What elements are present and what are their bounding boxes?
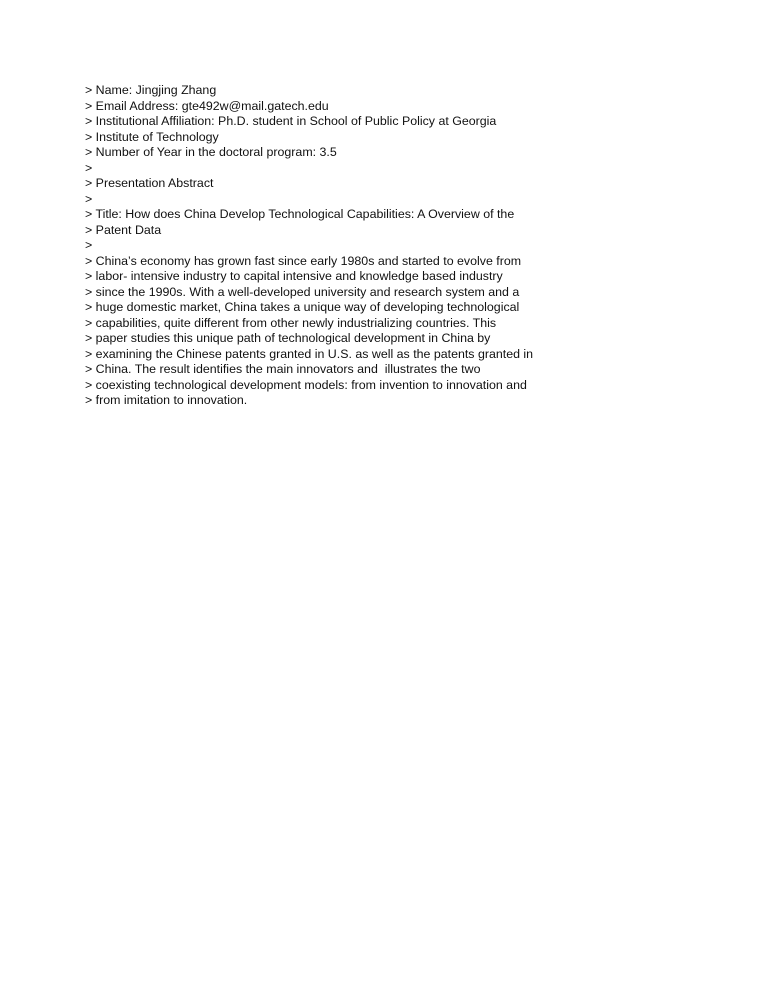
affiliation-line: > Institutional Affiliation: Ph.D. student in School of Public Policy at Georgia [85, 114, 497, 128]
title-line: > Title: How does China Develop Technological Capabilities: A Overview of the [85, 207, 515, 221]
email-text-block [85, 83, 725, 409]
abstract-body-line: > China’s economy has grown fast since early 1980s and started to evolve from [85, 253, 522, 268]
doctoral-year-line: > Number of Year in the doctoral program: 3.5 [85, 145, 337, 159]
affiliation-continued-line: > Institute of Technology [85, 129, 219, 144]
email-line: > Email Address: gte492w@mail.gatech.edu [85, 98, 329, 113]
quote-blank-line: > [85, 238, 93, 252]
abstract-body-line: > huge domestic market, China takes a unique way of developing technological [85, 300, 520, 314]
abstract-body-line: > paper studies this unique path of technological development in China by [85, 331, 491, 345]
abstract-body-line: > coexisting technological development models: from invention to innovation and [85, 377, 527, 392]
abstract-body-line: > China. The result identifies the main innovators and illustrates the two [85, 362, 481, 376]
title-continued-line: > Patent Data [85, 222, 162, 237]
abstract-body-line: > examining the Chinese patents granted in U.S. as well as the patents granted in [85, 346, 534, 361]
abstract-body-line: > since the 1990s. With a well-developed university and research system and a [85, 284, 520, 299]
name-line: > Name: Jingjing Zhang [85, 83, 217, 97]
quote-blank-line: > [85, 191, 93, 206]
abstract-body-line: > labor- intensive industry to capital intensive and knowledge based industry [85, 269, 503, 283]
abstract-body-line: > capabilities, quite different from other newly industrializing countries. This [85, 315, 497, 330]
quote-blank-line: > [85, 160, 93, 175]
abstract-heading-line: > Presentation Abstract [85, 176, 214, 190]
abstract-body-line: > from imitation to innovation. [85, 393, 248, 407]
